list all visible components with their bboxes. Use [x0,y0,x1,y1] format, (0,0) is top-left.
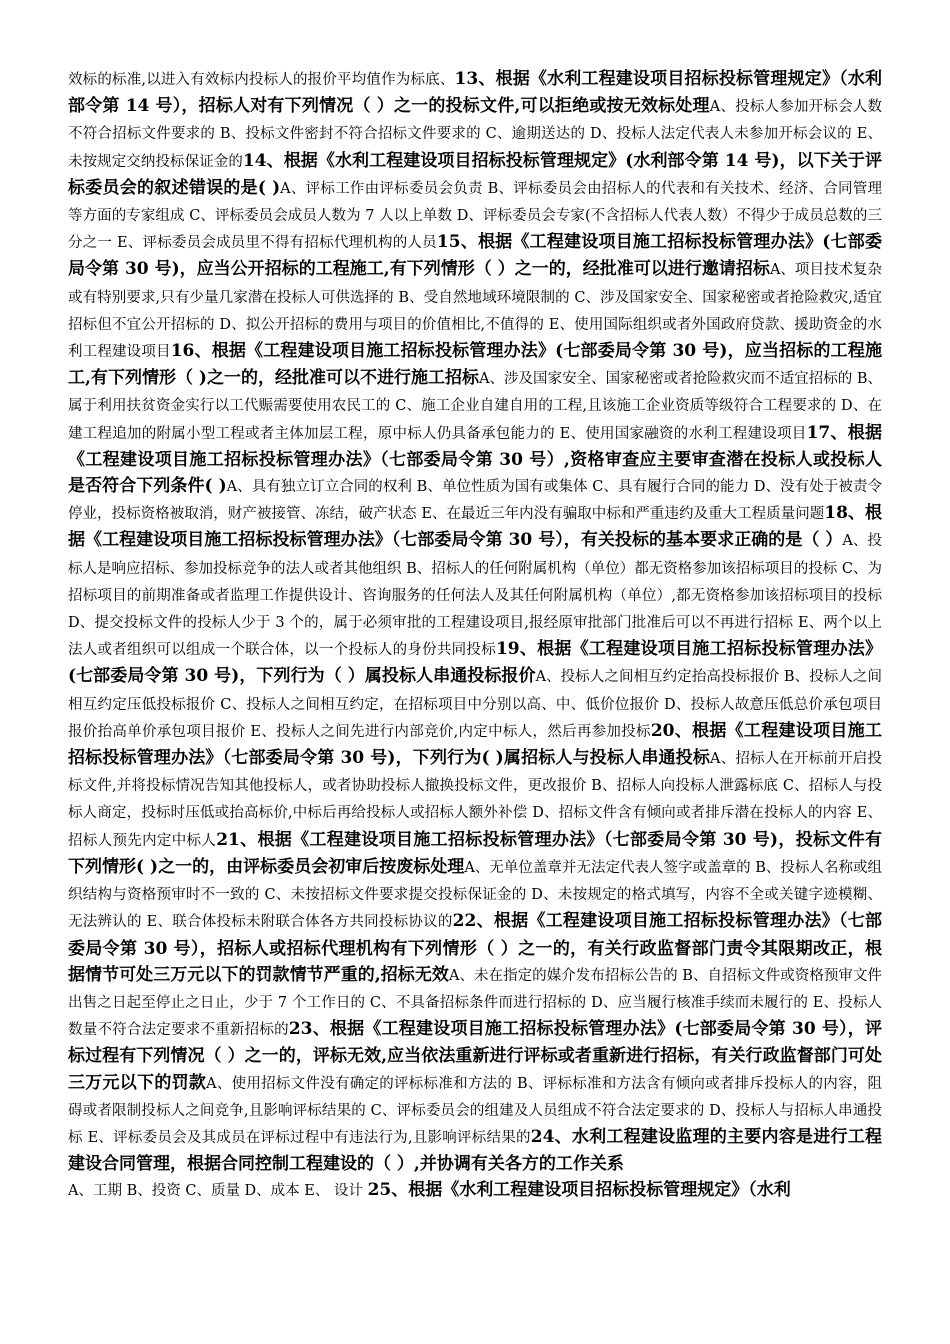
answer-options: A、工期 B、投资 C、质量 D、成本 E、 设计 [68,1183,368,1200]
answer-options: A、使用招标文件没有确定的评标标准和方法的 B、评标标准和方法含有倾向或者排斥投标人的内容，阻碍或者限制投标人之间竞争,且影响评标结果的 C、评标委员会的组建及人员组成不符合法定要求的 D、投标人与招标人串通投标 E、评标委员会及其成员在评标过程中有违法行为,且影响评标结果的 [68,1075,883,1146]
question-stem: 21、根据《工程建设项目施工招标投标管理办法》（七部委局令第 30 号)，投标文件有下列情形( )之一的，由评标委员会初审后按废标处理 [68,829,882,877]
question-stem: 17、根据《工程建设项目施工招标投标管理办法》（七部委局令第 30 号）,资格审查应主要审查潜在投标人或投标人是否符合下列条件( ) [68,422,882,497]
answer-options: A、投标人是响应招标、参加投标竞争的法人或者其他组织 B、招标人的任何附属机构（单位）都无资格参加该招标项目的投标 C、为招标项目的前期准备或者监理工作提供设计、咨询服务的任何法人及其任何附属机构（单位）,都无资格参加该招标项目的投标 D、提交投标文件的投标人少于 3 个的，属于必须审批的工程建设项目,报经原审批部门批准后可以不再进行招标 E、两个以上法人或者组织可以组成一个联合体，以一个投标人的身份共同投标 [68,533,882,659]
answer-options: A、未在指定的媒介发布招标公告的 B、自招标文件或资格预审文件出售之日起至停止之日止，少于 7 个工作日的 C、不具备招标条件而进行招标的 D、应当履行核准手续而未履行的 E、投标人数量不符合法定要求不重新招标的 [68,967,882,1039]
exam-questions-text [68,66,882,1205]
question-stem: 23、根据《工程建设项目施工招标投标管理办法》(七部委局令第 30 号），评标过程有下列情况（ ）之一的，评标无效,应当依法重新进行评标或者重新进行招标，有关行政监督部门可处三万元以下的罚款 [68,1019,882,1093]
question-stem: 24、水利工程建设监理的主要内容是进行工程建设合同管理，根据合同控制工程建设的（ ）,并协调有关各方的工作关系 [68,1126,882,1175]
question-stem: 16、根据《工程建设项目施工招标投标管理办法》(七部委局令第 30 号)，应当招标的工程施工,有下列情形（ )之一的，经批准可以不进行施工招标 [68,341,882,389]
answer-options: A、无单位盖章并无法定代表人签字或盖章的 B、投标人名称或组织结构与资格预审时不一致的 C、未按招标文件要求提交投标保证金的 D、未按规定的格式填写，内容不全或关键字迹模糊、无法辨认的 E、联合体投标未附联合体各方共同投标协议的 [68,859,883,931]
question-stem: 18、根据《工程建设项目施工招标投标管理办法》（七部委局令第 30 号），有关投标的基本要求正确的是（ ） [68,503,882,551]
answer-options: A、具有独立订立合同的权利 B、单位性质为国有或集体 C、具有履行合同的能力 D、没有处于被责令停业，投标资格被取消，财产被接管、冻结，破产状态 E、在最近三年内没有骗取中标和严重违约及重大工程质量问题 [68,479,882,523]
answer-options: A、项目技术复杂或有特别要求,只有少量几家潜在投标人可供选择的 B、受自然地域环境限制的 C、涉及国家安全、国家秘密或者抢险救灾,适宜招标但不宜公开招标的 D、拟公开招标的费用与项目的价值相比,不值得的 E、使用国际组织或者外国政府贷款、援助资金的水利工程建设项目 [68,262,882,361]
answer-options: 效标的标准,以进入有效标内投标人的报价平均值作为标底、 [68,72,455,88]
question-stem: 15、根据《工程建设项目施工招标投标管理办法》(七部委局令第 30 号)，应当公开招标的工程施工,有下列情形（ ）之一的，经批准可以进行邀请招标 [68,232,882,280]
question-stem: 20、根据《工程建设项目施工招标投标管理办法》（七部委局令第 30 号)，下列行为( )属招标人与投标人串通投标 [68,720,882,769]
question-stem: 19、根据《工程建设项目施工招标投标管理办法》(七部委局令第 30 号)，下列行为（ ）属投标人串通投标报价 [68,639,883,687]
answer-options: A、涉及国家安全、国家秘密或者抢险救灾而不适宜招标的 B、属于利用扶贫资金实行以工代赈需要使用农民工的 C、施工企业自建自用的工程,且该施工企业资质等级符合工程要求的 D、在建工程追加的附属小型工程或者主体加层工程，原中标人仍具备承包能力的 E、使用国家融资的水利工程建设项目 [68,371,882,442]
question-stem: 13、根据《水利工程建设项目招标投标管理规定》（水利部令第 14 号），招标人对有下列情况（ ）之一的投标文件,可以拒绝或按无效标处理 [68,69,883,117]
question-stem: 25、根据《水利工程建设项目招标投标管理规定》（水利 [367,1180,791,1201]
question-stem: 14、根据《水利工程建设项目招标投标管理规定》(水利部令第 14 号)，以下关于评标委员会的叙述错误的是( ) [68,150,882,198]
answer-options: A、投标人参加开标会人数不符合招标文件要求的 B、投标文件密封不符合招标文件要求的 C、逾期送达的 D、投标人法定代表人未参加开标会议的 E、未按规定交纳投标保证金的 [68,99,882,170]
answer-options: A、评标工作由评标委员会负责 B、评标委员会由招标人的代表和有关技术、经济、合同管理等方面的专家组成 C、评标委员会成员人数为 7 人以上单数 D、评标委员会专家(不含招标人代表人数）不得少于成员总数的三分之一 E、评标委员会成员里不得有招标代理机构的人员 [68,180,882,252]
question-stem: 22、根据《工程建设项目施工招标投标管理办法》（七部委局令第 30 号），招标人或招标代理机构有下列情形（ ）之一的，有关行政监督部门责令其限期改正，根据情节可处三万元以下的罚款情节严重的,招标无效 [68,911,882,985]
answer-options: A、招标人在开标前开启投标文件,并将投标情况告知其他投标人，或者协助投标人撤换投标文件，更改报价 B、招标人向投标人泄露标底 C、招标人与投标人商定，投标时压低或抬高标价,中标后再给投标人或招标人额外补偿 D、招标文件含有倾向或者排斥潜在投标人的内容 E、招标人预先内定中标人 [68,751,882,849]
answer-options: A、投标人之间相互约定抬高投标报价 B、投标人之间相互约定压低投标报价 C、投标人之间相互约定，在招标项目中分别以高、中、低价位报价 D、投标人故意压低总价承包项目报价抬高单价承包项目报价 E、投标人之间先进行内部竞价,内定中标人，然后再参加投标 [68,669,883,740]
